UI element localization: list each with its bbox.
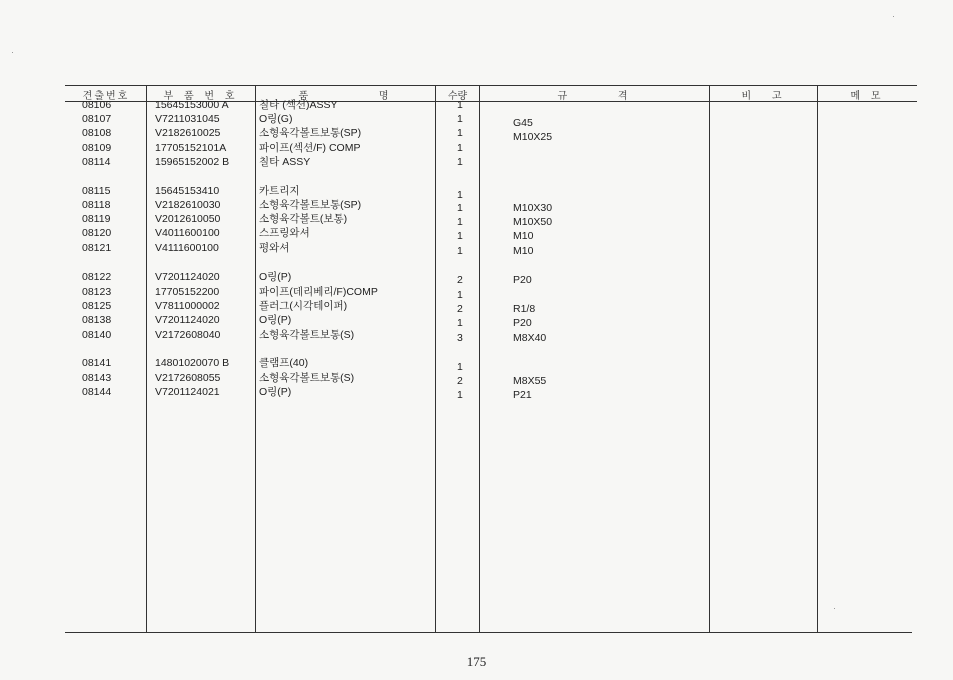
cell-name: 소형육각볼트보통(SP) (259, 199, 362, 211)
cell-no: 08121 (82, 242, 112, 254)
cell-name: 평와셔 (259, 242, 290, 254)
table-row (0, 285, 953, 299)
cell-no: 08115 (82, 185, 111, 197)
cell-qty: 1 (457, 202, 463, 214)
cell-qty: 1 (457, 113, 463, 125)
cell-name: O링(G) (259, 113, 293, 125)
cell-part: V2182610030 (155, 199, 221, 211)
cell-no: 08106 (82, 99, 112, 111)
cell-part: V7201124020 (155, 271, 220, 283)
cell-no: 08140 (82, 329, 112, 341)
cell-no: 08125 (82, 300, 112, 312)
cell-part: 15965152002 B (155, 156, 230, 168)
cell-part: V7201124020 (155, 314, 220, 326)
cell-spec: P21 (513, 389, 532, 401)
cell-part: V2012610050 (155, 213, 221, 225)
cell-qty: 2 (457, 274, 463, 286)
cell-name: 파이프(데리베리/F)COMP (259, 286, 378, 298)
table-row (0, 184, 953, 201)
cell-part: 15645153000 A (155, 99, 229, 111)
cell-qty: 2 (457, 303, 463, 315)
table-row (0, 226, 953, 240)
cell-part: 17705152101A (155, 142, 227, 154)
cell-no: 08118 (82, 199, 111, 211)
cell-part: V2172608055 (155, 372, 221, 384)
cell-no: 08123 (82, 286, 112, 298)
cell-part: V7211031045 (155, 113, 220, 125)
table-row (0, 212, 953, 226)
cell-qty: 1 (457, 389, 463, 401)
cell-spec: G45 (513, 117, 533, 129)
cell-part: 17705152200 (155, 286, 220, 298)
header-spec: 규 격 (557, 91, 632, 102)
table-row (0, 356, 953, 373)
header-part: 부 품 번 호 (163, 91, 239, 102)
table-row (0, 270, 953, 284)
cell-spec: M8X40 (513, 332, 547, 344)
scan-speck (12, 52, 13, 53)
cell-no: 08144 (82, 386, 112, 398)
cell-part: V7201124021 (155, 386, 220, 398)
cell-spec: M10 (513, 230, 534, 242)
cell-no: 08122 (82, 271, 112, 283)
cell-qty: 1 (457, 361, 463, 373)
cell-qty: 1 (457, 289, 463, 301)
table-row (0, 198, 953, 212)
cell-name: O링(P) (259, 271, 292, 283)
cell-no: 08141 (82, 357, 112, 369)
cell-no: 08120 (82, 227, 112, 239)
cell-part: V2172608040 (155, 329, 221, 341)
cell-qty: 1 (457, 317, 463, 329)
cell-part: V4011600100 (155, 227, 220, 239)
header-qty: 수량 (447, 91, 468, 102)
cell-no: 08119 (82, 213, 111, 225)
cell-qty: 1 (457, 216, 463, 228)
header-name: 품 명 (298, 91, 393, 102)
cell-part: V7811000002 (155, 300, 220, 312)
cell-qty: 1 (457, 189, 463, 201)
cell-spec: P20 (513, 317, 532, 329)
cell-name: 칠타 ASSY (259, 156, 311, 168)
cell-part: 14801020070 B (155, 357, 230, 369)
cell-name: 소형육각볼트보통(SP) (259, 127, 362, 139)
cell-qty: 1 (457, 99, 463, 111)
table-row (0, 112, 953, 129)
cell-spec: M10 (513, 245, 534, 257)
cell-part: 15645153410 (155, 185, 220, 197)
cell-qty: 1 (457, 156, 463, 168)
cell-qty: 1 (457, 142, 463, 154)
table-row (0, 126, 953, 143)
cell-no: 08108 (82, 127, 112, 139)
cell-spec: M10X25 (513, 131, 553, 143)
scan-speck (893, 16, 894, 17)
header-remark: 비 고 (741, 91, 786, 102)
cell-spec: M8X55 (513, 375, 547, 387)
table-row (0, 98, 953, 112)
cell-name: 칠타 (섹션)ASSY (259, 99, 338, 111)
cell-qty: 1 (457, 245, 463, 257)
cell-qty: 1 (457, 230, 463, 242)
cell-qty: 1 (457, 127, 463, 139)
cell-spec: M10X30 (513, 202, 553, 214)
table-top-rule (65, 85, 917, 86)
cell-name: 플러그(시각테이퍼) (259, 300, 348, 312)
table-row (0, 155, 953, 169)
cell-name: 클램프(40) (259, 357, 309, 369)
cell-name: 카트리지 (259, 185, 300, 197)
cell-qty: 2 (457, 375, 463, 387)
table-row (0, 313, 953, 327)
cell-no: 08109 (82, 142, 112, 154)
cell-no: 08114 (82, 156, 111, 168)
table-bottom-rule (65, 632, 912, 633)
cell-part: V2182610025 (155, 127, 221, 139)
cell-no: 08143 (82, 372, 112, 384)
header-memo: 메 모 (850, 91, 885, 102)
table-row (0, 371, 953, 385)
table-row (0, 328, 953, 342)
table-row (0, 241, 953, 255)
cell-no: 08138 (82, 314, 112, 326)
table-row (0, 141, 953, 155)
cell-name: 파이프(섹션/F) COMP (259, 142, 361, 154)
cell-qty: 3 (457, 332, 463, 344)
page-number: 175 (466, 654, 487, 669)
cell-name: O링(P) (259, 314, 292, 326)
cell-part: V4111600100 (155, 242, 219, 254)
cell-spec: R1/8 (513, 303, 536, 315)
cell-name: 소형육각볼트보통(S) (259, 329, 355, 341)
table-row (0, 385, 953, 399)
scan-speck (834, 608, 835, 609)
cell-name: 스프링와셔 (259, 227, 310, 239)
cell-spec: P20 (513, 274, 532, 286)
cell-spec: M10X50 (513, 216, 553, 228)
cell-name: O링(P) (259, 386, 292, 398)
cell-name: 소형육각볼트(보통) (259, 213, 348, 225)
cell-name: 소형육각볼트보통(S) (259, 372, 355, 384)
cell-no: 08107 (82, 113, 112, 125)
table-row (0, 299, 953, 313)
header-no: 견출번호 (82, 91, 130, 102)
